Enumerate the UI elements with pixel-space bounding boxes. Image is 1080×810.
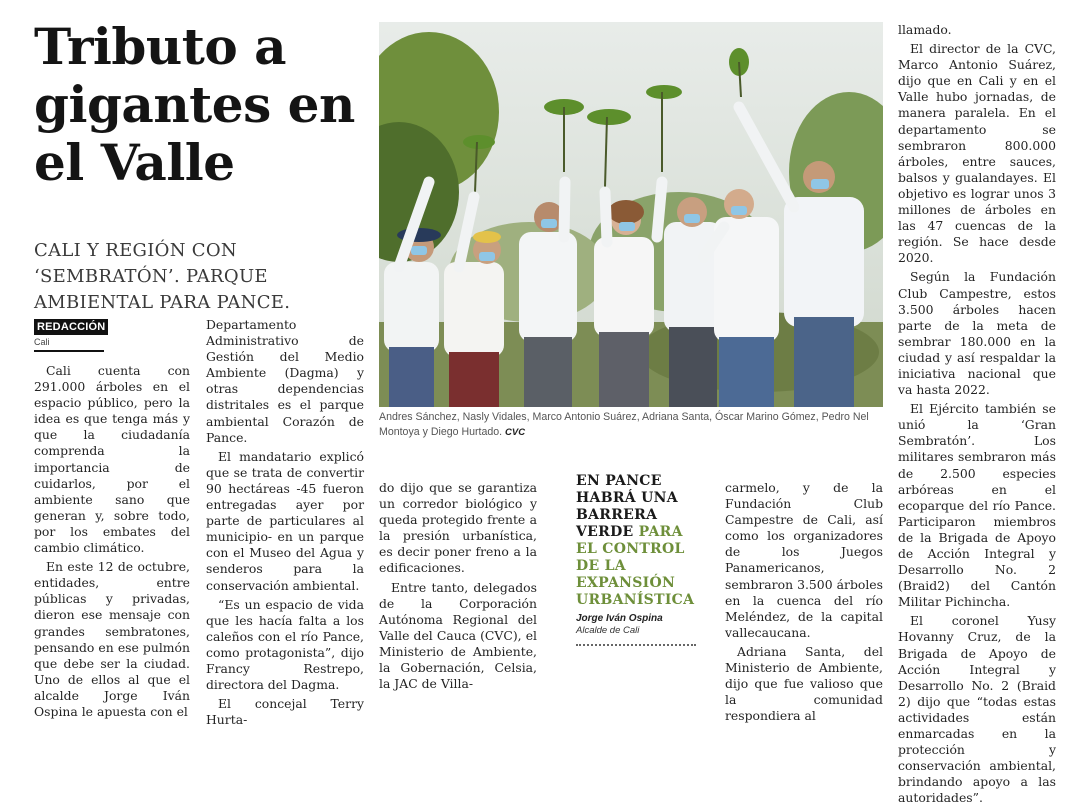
paragraph: Departamento Administrativo de Gestión del Medio Ambiente (Dagma) y otras dependencias distritales es el parque ambiental Corazón de Pance. xyxy=(206,317,364,445)
subtitle: CALI Y REGIÓN CON ‘SEMBRATÓN’. PARQUE AMBIENTAL PARA PANCE. xyxy=(34,240,291,313)
body-column-3 xyxy=(379,480,537,695)
photo-caption xyxy=(379,410,889,440)
dotted-divider xyxy=(576,644,696,646)
paragraph: Entre tanto, delegados de la Corporación Autónoma Regional del Valle del Cauca (CVC), el Ministerio de Ambiente, la Gobernación, Celsia, la JAC de Villa- xyxy=(379,579,537,692)
paragraph: El Ejército también se unió la ‘Gran Sembratón’. Los militares sembraron más de 2.500 especies arbóreas en el ecoparque del río Pance. Participaron miembros de la Brigada de Apoyo de Acción Integral y Desarrollo No. 2 (Braid2) del Cantón Militar Pichincha. xyxy=(898,401,1056,610)
pull-quote-author: Jorge Iván Ospina xyxy=(576,613,663,624)
paragraph: Según la Fundación Club Campestre, estos 3.500 árboles hacen parte de la meta de sembrar 180.000 en la ciudad y así respaldar la iniciativa nacional que va hasta 2022. xyxy=(898,269,1056,398)
tree-planting-photo xyxy=(379,22,883,407)
paragraph: El mandatario explicó que se trata de convertir 90 hectáreas -45 fueron entregadas ayer por parte de particulares al municipio- en un parque con el Museo del Agua y senderos para la conservación ambiental. xyxy=(206,448,364,593)
paragraph: El coronel Yusy Hovanny Cruz, de la Brigada de Apoyo de Acción Integral y Desarrollo No. 2 (Braid 2) dijo que “todas estas actividades están enmarcadas en la protección y conservación ambiental, brindando apoyo a las autoridades”. xyxy=(898,613,1056,806)
paragraph: “Es un espacio de vida que les hacía falta a los caleños con el río Pance, como protagonista”, dijo Francy Restrepo, directora del Dagma. xyxy=(206,596,364,693)
pull-quote xyxy=(576,473,706,609)
pull-quote-green: PARA EL CONTROL DE LA EXPANSIÓN URBANÍSTICA xyxy=(576,524,695,608)
body-column-2 xyxy=(206,317,364,731)
paragraph: Adriana Santa, del Ministerio de Ambiente, dijo que fue valioso que la comunidad respondiera al xyxy=(725,643,883,724)
paragraph: En este 12 de octubre, entidades, entre públicas y privadas, dieron ese mensaje con grandes sembratones, pensando en ese pulmón que debe ser la ciudad. Uno de ellos al que el alcalde Jorge Iván Ospina le apuesta con el xyxy=(34,559,190,719)
pull-quote-role: Alcalde de Cali xyxy=(576,625,640,636)
body-column-4 xyxy=(725,480,883,727)
headline: Tributo a gigantes en el Valle xyxy=(34,17,355,192)
byline-label: REDACCIÓN xyxy=(34,319,108,335)
caption-text: Andres Sánchez, Nasly Vidales, Marco Antonio Suárez, Adriana Santa, Óscar Marino Gómez, Pedro Nel Montoya y Diego Hurtado. xyxy=(379,411,869,438)
paragraph: llamado. xyxy=(898,22,952,37)
paragraph: carmelo, y de la Fundación Club Campestre de Cali, así como los organizadores de los Juegos Panamericanos, sembraron 3.500 árboles en la cuenca del río Meléndez, de la capital vallecaucana. xyxy=(725,480,883,640)
pull-quote-attribution xyxy=(576,613,701,636)
pull-quote-dark: EN PANCE HABRÁ UNA BARRERA VERDE xyxy=(576,473,678,540)
paragraph: El concejal Terry Hurta- xyxy=(206,696,364,728)
paragraph: El director de la CVC, Marco Antonio Suárez, dijo que en Cali y en el Valle hubo jornadas, de manera paralela. En el departamento se sembraron 800.000 árboles, entre sauces, balsos y gualandayes. El objetivo es lograr unos 3 millones de árboles en las 47 cuencas de la región. Se hace desde 2020. xyxy=(898,41,1056,266)
photo-credit: CVC xyxy=(505,427,526,438)
body-column-1 xyxy=(34,363,190,723)
paragraph: do dijo que se garantiza un corredor biológico y queda protegido frente a la presión urbanística, es decir poner freno a la edificaciones. xyxy=(379,480,537,576)
news-photo xyxy=(379,22,883,407)
byline-city: Cali xyxy=(34,337,104,352)
body-column-5 xyxy=(898,22,1056,810)
byline xyxy=(34,317,104,352)
paragraph: Cali cuenta con 291.000 árboles en el espacio público, pero la idea es que tenga más y que la ciudadanía comprenda la importancia de cuidarlos, por el ambiente sano que generan y, sobre todo, por los embates del cambio climático. xyxy=(34,363,190,556)
